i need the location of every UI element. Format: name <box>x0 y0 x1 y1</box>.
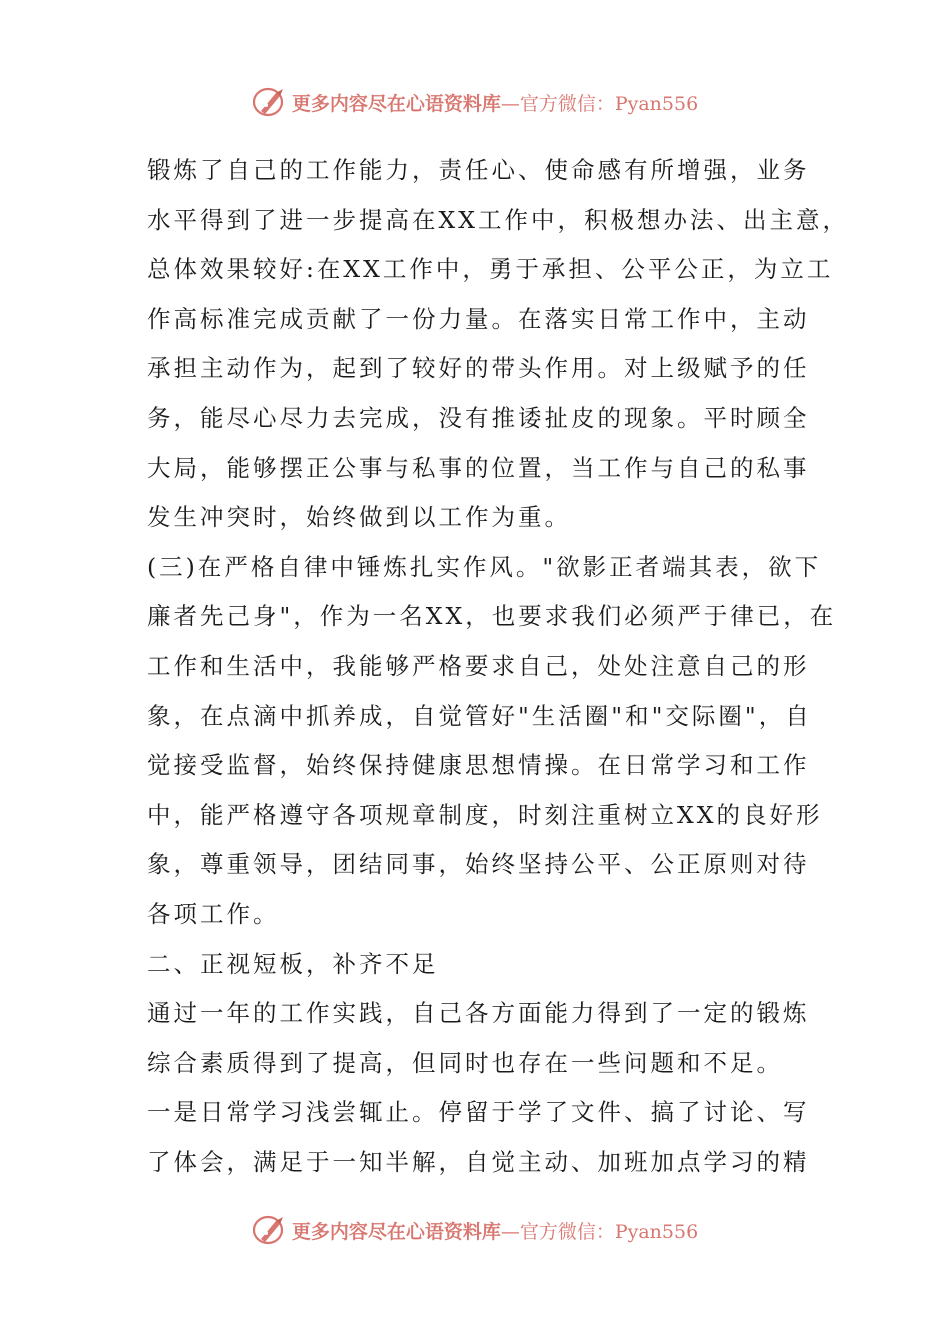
body-line: 大局，能够摆正公事与私事的位置，当工作与自己的私事 <box>147 453 810 482</box>
body-line: 总体效果较好:在XX工作中，勇于承担、公平公正，为立工 <box>147 255 834 284</box>
body-line: 通过一年的工作实践，自己各方面能力得到了一定的锻炼 <box>147 999 810 1028</box>
footer-watermark <box>0 1210 950 1250</box>
pen-nib-logo-icon <box>252 85 288 119</box>
body-line: 发生冲突时，始终做到以工作为重。 <box>147 503 571 532</box>
header-watermark <box>0 82 950 122</box>
body-line: 承担主动作为，起到了较好的带头作用。对上级赋予的任 <box>147 354 810 383</box>
header-contact-text: —官方微信：Pyan556 <box>500 92 699 115</box>
header-site-text: 更多内容尽在心语资料库 <box>291 92 501 115</box>
body-line: 工作和生活中，我能够严格要求自己，处处注意自己的形 <box>147 651 810 680</box>
body-line: 廉者先己身"，作为一名XX，也要求我们必须严于律已，在 <box>147 602 837 631</box>
pen-nib-logo-icon <box>252 1213 288 1247</box>
body-line: 各项工作。 <box>147 899 280 928</box>
body-line: 一是日常学习浅尝辄止。停留于学了文件、搞了讨论、写 <box>147 1098 810 1127</box>
body-line: 锻炼了自己的工作能力，责任心、使命感有所增强，业务 <box>147 156 810 184</box>
body-line: 了体会，满足于一知半解，自觉主动、加班加点学习的精 <box>147 1147 810 1176</box>
body-line: 水平得到了进一步提高在XX工作中，积极想办法、出主意， <box>147 205 849 234</box>
body-line: 综合素质得到了提高，但同时也存在一些问题和不足。 <box>147 1048 783 1077</box>
section-heading: 二、正视短板，补齐不足 <box>147 949 439 978</box>
body-line: 作高标准完成贡献了一份力量。在落实日常工作中，主动 <box>147 304 810 333</box>
body-line: (三)在严格自律中锤炼扎实作风。"欲影正者端其表，欲下 <box>147 552 822 581</box>
body-line: 象，在点滴中抓养成，自觉管好"生活圈"和"交际圈"，自 <box>147 701 812 730</box>
body-line: 务，能尽心尽力去完成，没有推诿扯皮的现象。平时顾全 <box>147 403 810 432</box>
body-line: 象，尊重领导，团结同事，始终坚持公平、公正原则对待 <box>147 850 810 879</box>
footer-site-text: 更多内容尽在心语资料库 <box>291 1220 501 1243</box>
body-line: 中，能严格遵守各项规章制度，时刻注重树立XX的良好形 <box>147 800 823 829</box>
body-line: 觉接受监督，始终保持健康思想情操。在日常学习和工作 <box>147 751 810 780</box>
footer-contact-text: —官方微信：Pyan556 <box>500 1220 699 1243</box>
document-body <box>147 146 849 1187</box>
